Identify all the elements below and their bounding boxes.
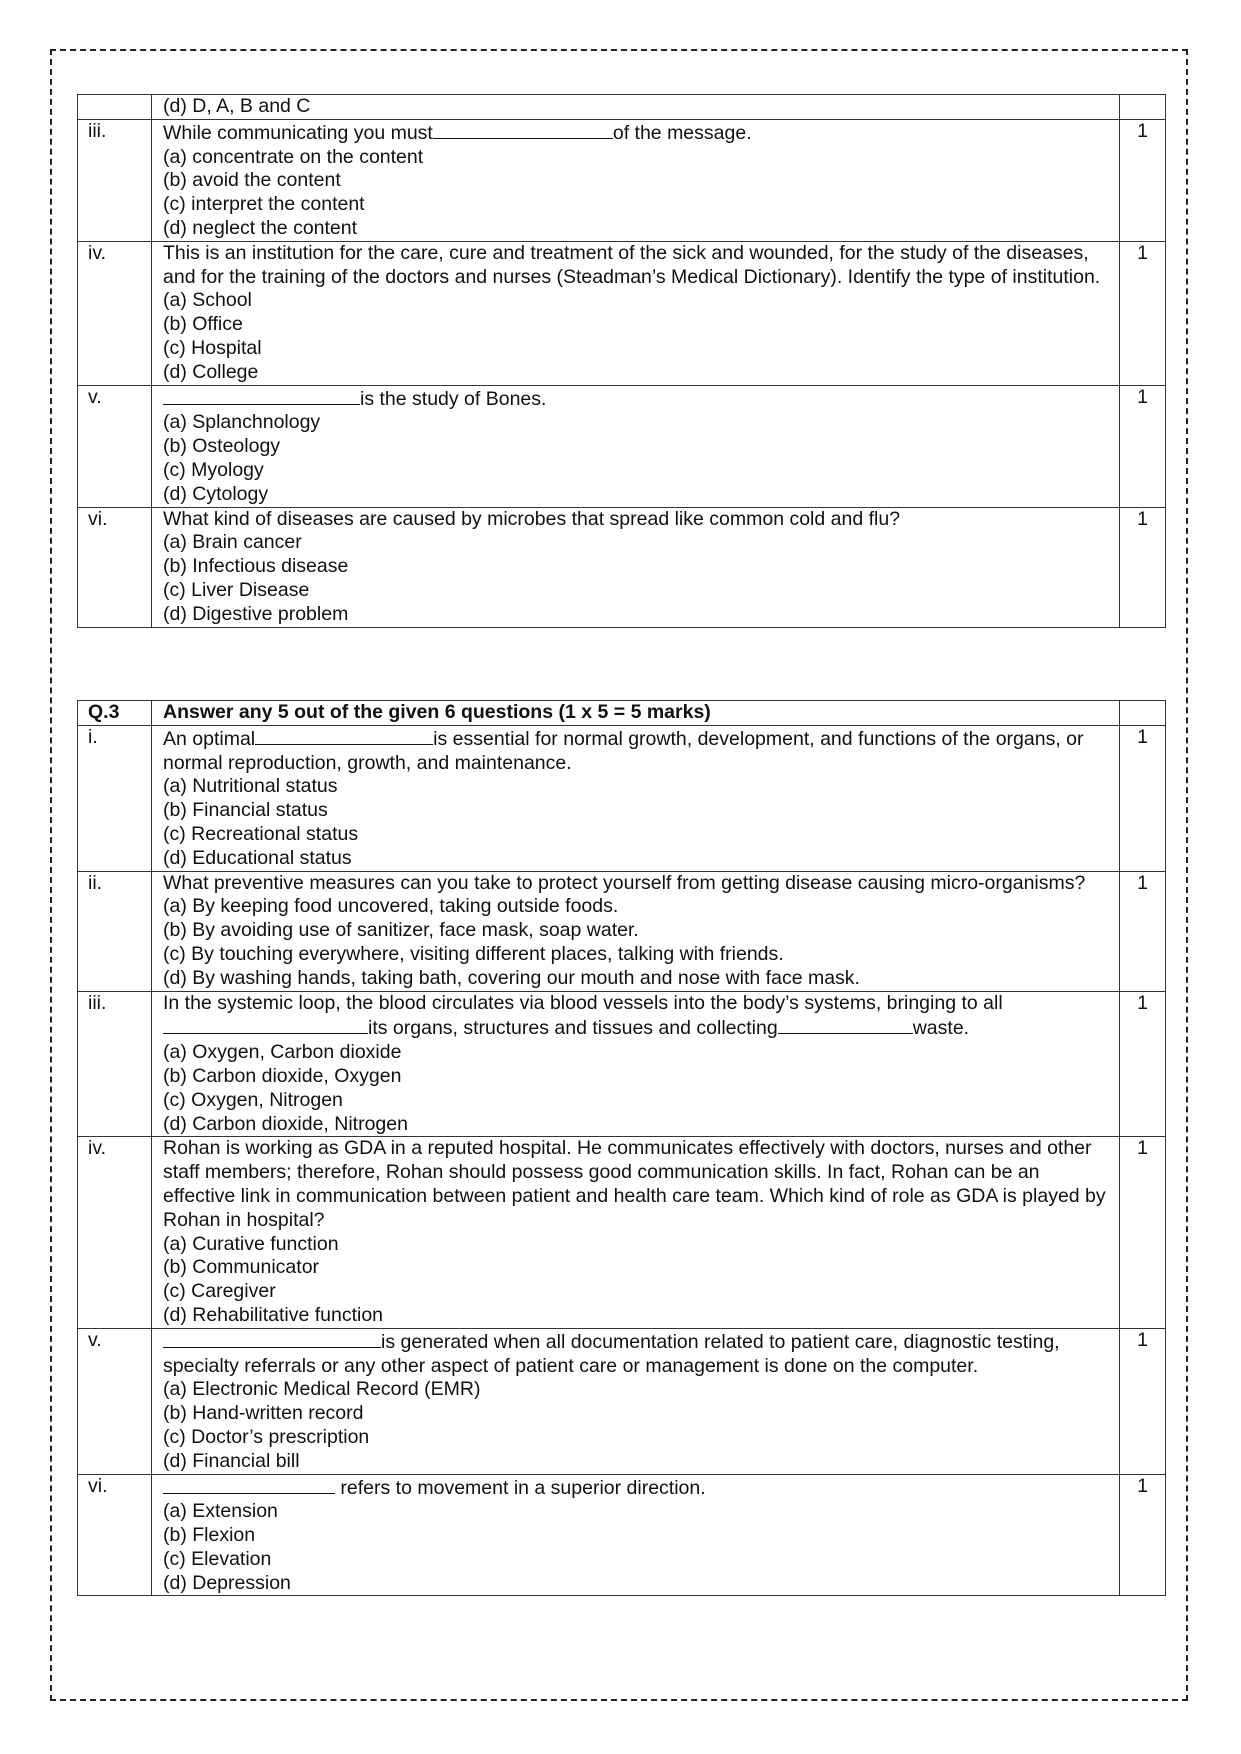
question-text <box>163 1475 1111 1501</box>
fill-in-blank <box>255 726 433 745</box>
question-number: iv. <box>78 1137 152 1328</box>
marks-cell <box>1120 701 1166 726</box>
option-text: (b) Communicator <box>163 1256 320 1279</box>
question-number: iii. <box>78 991 152 1137</box>
option-text: (b) Osteology <box>163 435 281 458</box>
option-text: (c) Doctor’s prescription <box>163 1425 370 1448</box>
marks-cell: 1 <box>1120 1137 1166 1328</box>
option-text: (a) Electronic Medical Record (EMR) <box>163 1378 481 1401</box>
question-number: v. <box>78 1328 152 1474</box>
question-body <box>152 95 1120 120</box>
option-text: (a) School <box>163 289 252 312</box>
option-text: (c) By touching everywhere, visiting different places, talking with friends. <box>163 942 784 965</box>
option-text: (d) Digestive problem <box>163 602 349 625</box>
question-number <box>78 95 152 120</box>
marks-cell: 1 <box>1120 1328 1166 1474</box>
fill-in-blank <box>163 1475 335 1494</box>
question-row <box>78 1328 1166 1474</box>
text-segment: is essential for normal growth, development, and functions of the organs, or normal reproduction, growth, and maintenance. <box>163 727 1089 774</box>
option-text: (b) Financial status <box>163 799 328 822</box>
option-text: (a) By keeping food uncovered, taking outside foods. <box>163 895 619 918</box>
question-row <box>78 1474 1166 1596</box>
option-text: (b) Hand-written record <box>163 1402 364 1425</box>
text-segment: An optimal <box>163 727 256 750</box>
option-text: (d) Educational status <box>163 846 352 869</box>
question-number: Q.3 <box>78 701 152 726</box>
question-row <box>78 95 1166 120</box>
option-text: (d) Cytology <box>163 482 269 505</box>
fill-in-blank <box>163 1329 381 1348</box>
option-text: (c) Elevation <box>163 1547 272 1570</box>
question-row <box>78 385 1166 507</box>
option-text: (a) Oxygen, Carbon dioxide <box>163 1041 402 1064</box>
marks-cell: 1 <box>1120 725 1166 871</box>
question-row <box>78 871 1166 991</box>
option-text: (a) Nutritional status <box>163 775 338 798</box>
option-text: (a) Brain cancer <box>163 531 302 554</box>
question-text: Rohan is working as GDA in a reputed hospital. He communicates effectively with doctors, nurses and other staff members; therefore, Rohan should possess good communication skills. In fact, Rohan can be an effective link in communication between patient and health care team. Which kind of role as GDA is played by Rohan in hospital? <box>163 1137 1112 1231</box>
marks-cell: 1 <box>1120 385 1166 507</box>
question-number: iii. <box>78 119 152 241</box>
marks-cell: 1 <box>1120 241 1166 385</box>
question-text: (d) D, A, B and C <box>163 95 311 117</box>
question-row <box>78 241 1166 385</box>
question-body <box>152 385 1120 507</box>
option-text: (b) avoid the content <box>163 169 341 192</box>
fill-in-blank <box>778 1015 913 1034</box>
marks-cell: 1 <box>1120 507 1166 627</box>
option-text: (a) Curative function <box>163 1232 339 1255</box>
question-text <box>163 726 1111 776</box>
option-text: (b) Infectious disease <box>163 555 349 578</box>
table-body <box>78 95 1166 628</box>
marks-cell: 1 <box>1120 1474 1166 1596</box>
option-text: (c) Recreational status <box>163 822 359 845</box>
question-table-continued <box>77 94 1166 628</box>
option-text: (c) Hospital <box>163 336 262 359</box>
marks-cell: 1 <box>1120 871 1166 991</box>
question-body <box>152 991 1120 1137</box>
option-text: (a) Extension <box>163 1500 278 1523</box>
question-number: iv. <box>78 241 152 385</box>
question-text <box>163 386 1111 412</box>
option-text: (c) Liver Disease <box>163 578 310 601</box>
marks-cell <box>1120 95 1166 120</box>
question-body <box>152 241 1120 385</box>
section-instruction: Answer any 5 out of the given 6 questions (1 x 5 = 5 marks) <box>152 701 1120 726</box>
option-text <box>163 1015 1111 1041</box>
question-number: vi. <box>78 507 152 627</box>
option-text: (b) Office <box>163 313 243 336</box>
text-segment: its organs, structures and tissues and collecting <box>368 1017 778 1040</box>
text-segment: While communicating you must <box>163 121 433 144</box>
question-table-q3 <box>77 700 1166 1596</box>
question-body <box>152 507 1120 627</box>
option-text: (d) Depression <box>163 1571 291 1594</box>
question-text <box>163 120 1111 146</box>
question-body <box>152 1474 1120 1596</box>
question-row <box>78 507 1166 627</box>
question-body <box>152 871 1120 991</box>
text-segment: is generated when all documentation related to patient care, diagnostic testing, specialty referrals or any other aspect of patient care or management is done on the computer. <box>163 1330 1066 1377</box>
question-text: This is an institution for the care, cure and treatment of the sick and wounded, for the study of the diseases, and for the training of the doctors and nurses (Steadman’s Medical Dictionary). Identify the type of institution. <box>163 241 1101 288</box>
question-text: In the systemic loop, the blood circulates via blood vessels into the body’s systems, bringing to all <box>163 991 1003 1014</box>
question-body <box>152 119 1120 241</box>
option-text: (b) Carbon dioxide, Oxygen <box>163 1064 402 1087</box>
section-header-row <box>78 701 1166 726</box>
marks-cell: 1 <box>1120 119 1166 241</box>
option-text: (d) By washing hands, taking bath, covering our mouth and nose with face mask. <box>163 966 860 989</box>
table-body <box>78 701 1166 1596</box>
option-text: (d) Rehabilitative function <box>163 1303 384 1326</box>
text-segment: waste. <box>912 1017 970 1040</box>
question-text <box>163 1329 1111 1379</box>
question-row <box>78 1137 1166 1328</box>
question-number: vi. <box>78 1474 152 1596</box>
question-text: What preventive measures can you take to protect yourself from getting disease causing micro-organisms? <box>163 871 1086 894</box>
option-text: (a) Splanchnology <box>163 411 321 434</box>
question-row <box>78 119 1166 241</box>
text-segment: of the message. <box>612 121 752 144</box>
option-text: (b) Flexion <box>163 1524 256 1547</box>
question-text: What kind of diseases are caused by microbes that spread like common cold and flu? <box>163 507 901 530</box>
question-body <box>152 1328 1120 1474</box>
option-text: (c) Caregiver <box>163 1280 276 1303</box>
option-text: (d) Financial bill <box>163 1449 300 1472</box>
fill-in-blank <box>163 1015 368 1034</box>
question-number: v. <box>78 385 152 507</box>
question-body <box>152 1137 1120 1328</box>
question-row <box>78 725 1166 871</box>
option-text: (d) neglect the content <box>163 216 358 239</box>
question-row <box>78 991 1166 1137</box>
option-text: (d) Carbon dioxide, Nitrogen <box>163 1112 408 1135</box>
option-text: (c) interpret the content <box>163 193 365 216</box>
option-text: (b) By avoiding use of sanitizer, face mask, soap water. <box>163 919 639 942</box>
question-number: ii. <box>78 871 152 991</box>
fill-in-blank <box>433 120 613 139</box>
question-body <box>152 725 1120 871</box>
question-number: i. <box>78 725 152 871</box>
option-text: (c) Oxygen, Nitrogen <box>163 1088 343 1111</box>
option-text: (a) concentrate on the content <box>163 145 424 168</box>
option-text: (d) College <box>163 360 259 383</box>
text-segment: is the study of Bones. <box>360 387 547 410</box>
marks-cell: 1 <box>1120 991 1166 1137</box>
text-segment: refers to movement in a superior direction. <box>335 1476 706 1499</box>
fill-in-blank <box>163 386 360 405</box>
option-text: (c) Myology <box>163 458 264 481</box>
